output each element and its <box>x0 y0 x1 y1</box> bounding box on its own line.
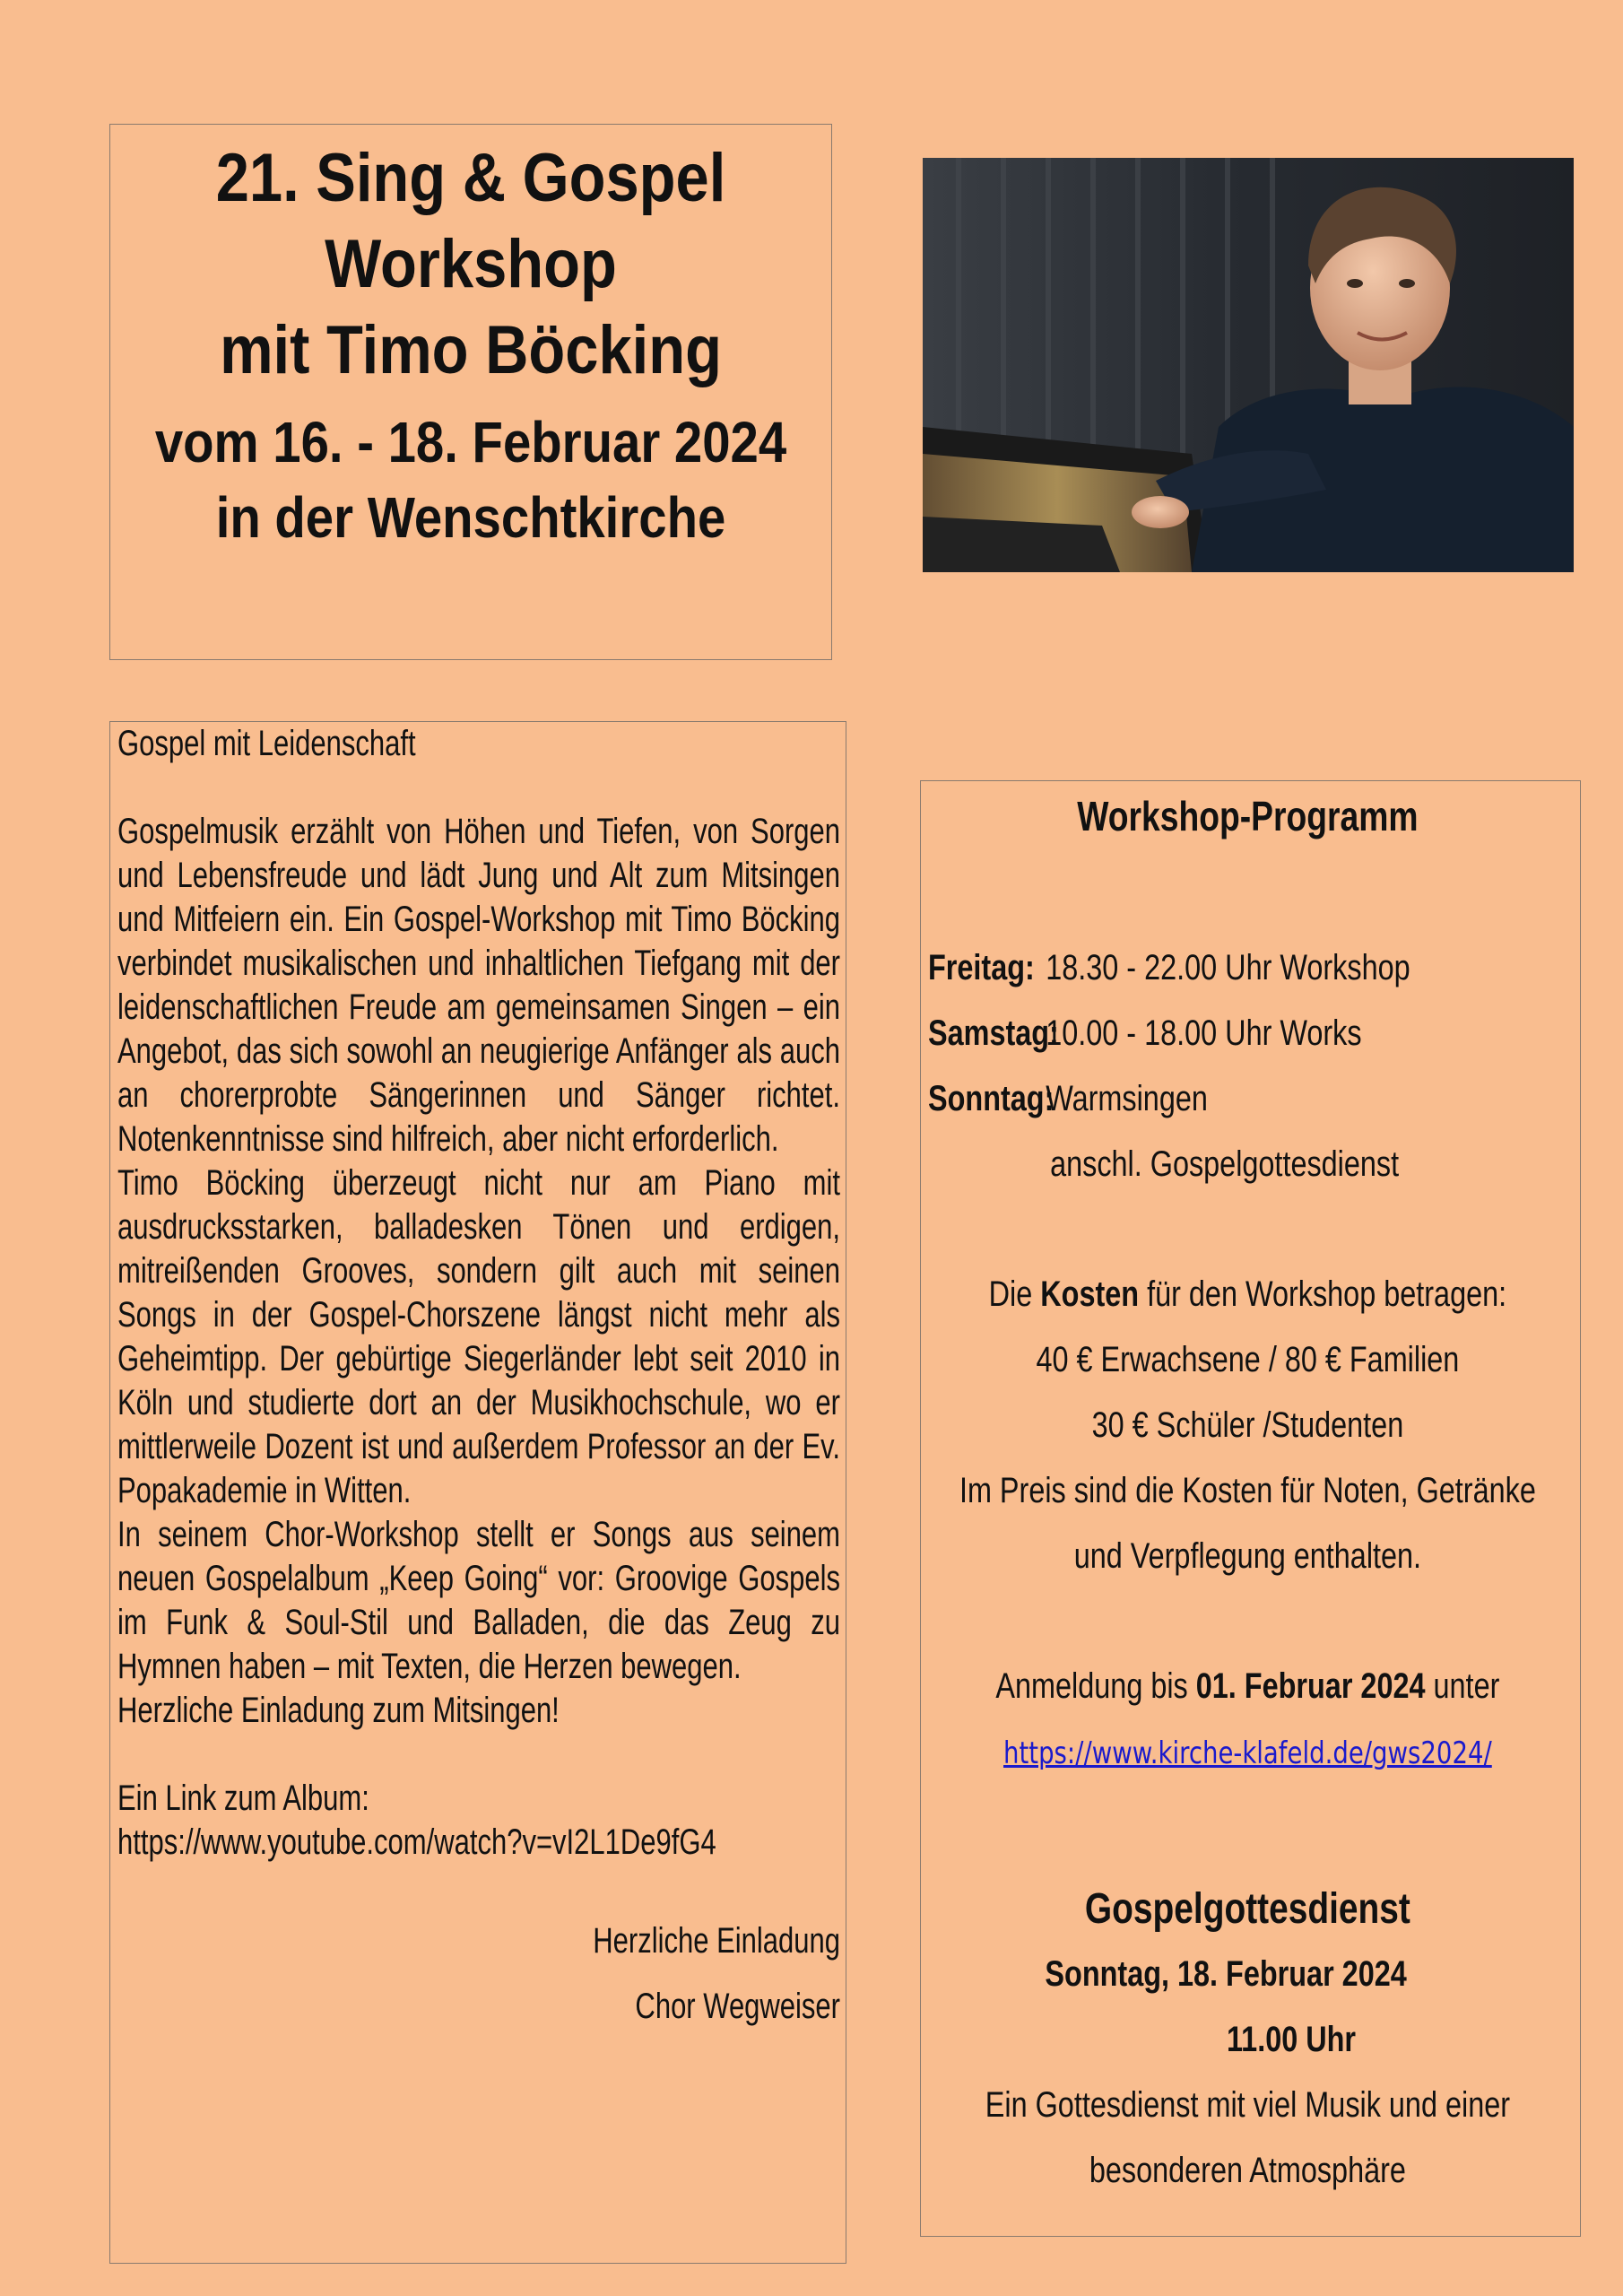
schedule-row-sunday <box>928 1066 1567 1132</box>
price-note-2: und Verpflegung enthalten. <box>1073 1536 1422 1576</box>
price-adults: 40 € Erwachsene / 80 € Familien <box>1036 1340 1460 1379</box>
intro-paragraph-1: Gospelmusik erzählt von Höhen und Tiefen, von Sorgen und Lebensfreude und lädt Jung und Alt zum Mitsingen und Mitfeiern ein. Ein Gospel-Workshop mit Timo Böcking verbindet musikalischen und inhaltlichen Tiefgang mit der leidenschaftlichen Freude am gemeinsamen Singen – ein Angebot, das sich sowohl an neugierige Anfänger als auch an chorerprobte Sängerinnen und Sänger richtet. Notenkenntnisse sind hilfreich, aber nicht erforderlich. <box>117 812 840 1159</box>
workshop-date-location: vom 16. - 18. Februar 2024 in der Wenschtkirche <box>154 410 787 550</box>
program-title: Workshop-Programm <box>1077 793 1419 839</box>
reg-post: unter <box>1425 1666 1500 1706</box>
program-box <box>920 780 1581 2237</box>
schedule-day: Samstag: <box>928 1013 1059 1053</box>
schedule-row-saturday <box>928 1001 1567 1066</box>
intro-paragraph-2: Timo Böcking überzeugt nicht nur am Piano mit ausdrucksstarken, balladesken Tönen und erdigen, mitreißenden Grooves, sondern gilt auch mit seinen Songs in der Gospel-Chorszene längst nicht mehr als Geheimtipp. Der gebürtige Siegerländer lebt seit 2010 in Köln und studierte dort an der Musikhochschule, wo er mittlerweile Dozent ist und außerdem Professor an der Ev. Popakademie in Witten. <box>117 1163 840 1510</box>
costs-section <box>928 1262 1567 1589</box>
schedule-day: Sonntag: <box>928 1079 1055 1118</box>
artist-photo <box>923 158 1574 572</box>
schedule-time: 10.00 - 18.00 Uhr Works <box>1046 1013 1362 1053</box>
costs-bold: Kosten <box>1040 1274 1140 1314</box>
schedule-time: 18.30 - 22.00 Uhr Workshop <box>1046 948 1410 987</box>
registration-section <box>928 1654 1567 1787</box>
service-section <box>928 1876 1567 2204</box>
description-box <box>109 721 846 2264</box>
closing-line-2: Chor Wegweiser <box>635 1987 840 2026</box>
intro-heading: Gospel mit Leidenschaft <box>117 724 416 763</box>
reg-deadline: 01. Februar 2024 <box>1195 1666 1426 1706</box>
service-desc-1: Ein Gottesdienst mit viel Musik und einer <box>985 2085 1511 2125</box>
schedule-time: Warmsingen <box>1046 1079 1208 1118</box>
album-label: Ein Link zum Album: <box>117 1779 369 1818</box>
artist-photo-illustration <box>923 158 1574 572</box>
closing-line-1: Herzliche Einladung <box>593 1921 840 1961</box>
schedule-list <box>928 935 1567 1197</box>
workshop-title: 21. Sing & Gospel Workshop mit Timo Böcking <box>215 140 726 388</box>
reg-pre: Anmeldung bis <box>995 1666 1196 1706</box>
costs-pre: Die <box>988 1274 1041 1314</box>
costs-intro <box>928 1262 1567 1327</box>
service-time: 11.00 Uhr <box>1226 2020 1357 2059</box>
price-note-1: Im Preis sind die Kosten für Noten, Getränke <box>959 1471 1536 1510</box>
service-desc-2: besonderen Atmosphäre <box>1089 2151 1406 2190</box>
schedule-day: Freitag: <box>928 948 1035 987</box>
album-url[interactable]: https://www.youtube.com/watch?v=vI2L1De9fG4 <box>117 1822 716 1862</box>
registration-link[interactable]: https://www.kirche-klafeld.de/gws2024/ <box>1003 1735 1492 1771</box>
schedule-extra: anschl. Gospelgottesdienst <box>1050 1144 1400 1184</box>
registration-text <box>928 1654 1567 1719</box>
schedule-row-sunday-extra <box>928 1132 1567 1197</box>
title-box <box>109 124 832 660</box>
schedule-row-friday <box>928 935 1567 1001</box>
price-students: 30 € Schüler /Studenten <box>1091 1405 1404 1445</box>
service-title: Gospelgottesdienst <box>1084 1885 1410 1933</box>
intro-paragraph-3: In seinem Chor-Workshop stellt er Songs aus seinem neuen Gospelalbum „Keep Going“ vor: Groovige Gospels im Funk & Soul-Stil und Balladen, die das Zeug zu Hymnen haben – mit Texten, die Herzen bewegen. <box>117 1515 840 1686</box>
service-date: Sonntag, 18. Februar 2024 <box>1045 1954 1407 1994</box>
costs-post: für den Workshop betragen: <box>1139 1274 1507 1314</box>
invite-text: Herzliche Einladung zum Mitsingen! <box>117 1691 560 1730</box>
